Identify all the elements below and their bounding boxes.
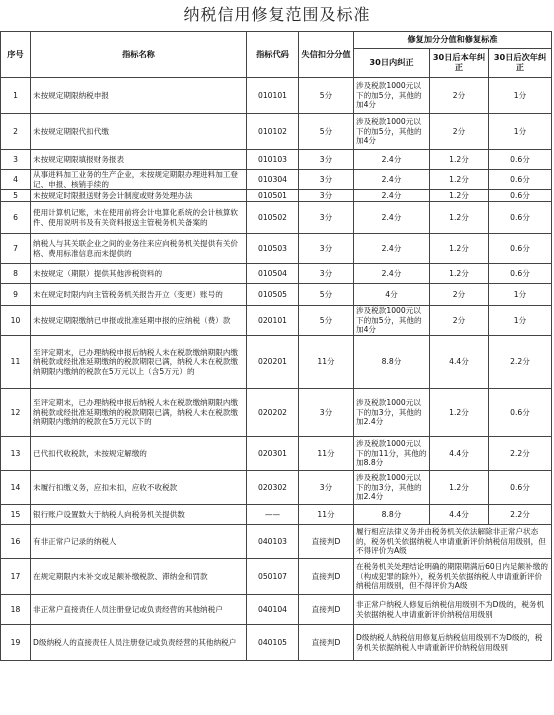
cell-indicator-name: 未在规定时限内向主管税务机关报告开立（变更）账号的: [31, 284, 247, 306]
cell-after-30-next-year: 2.2分: [489, 437, 552, 471]
cell-after-30-same-year: 1.2分: [430, 170, 489, 190]
cell-within-30-days: 2.4分: [354, 190, 430, 202]
cell-seq: 12: [1, 389, 31, 437]
cell-deduct-points: 3分: [299, 190, 354, 202]
cell-after-30-next-year: 2.2分: [489, 505, 552, 525]
cell-deduct-points: 3分: [299, 471, 354, 505]
cell-after-30-next-year: 1分: [489, 284, 552, 306]
cell-seq: 13: [1, 437, 31, 471]
cell-after-30-next-year: 0.6分: [489, 190, 552, 202]
cell-indicator-name: 未按规定期限代扣代缴: [31, 114, 247, 150]
cell-indicator-name: 使用计算机记账，未在使用前将会计电算化系统的会计核算软件、使用说明书及有关资料报送主管税务机关备案的: [31, 202, 247, 234]
cell-seq: 11: [1, 336, 31, 389]
page-title: 纳税信用修复范围及标准: [183, 5, 371, 24]
cell-seq: 2: [1, 114, 31, 150]
table-row: [1, 234, 552, 264]
table-row: [1, 525, 552, 559]
table-row: [1, 389, 552, 437]
cell-seq: 1: [1, 78, 31, 114]
cell-indicator-code: 010103: [247, 150, 299, 170]
cell-after-30-next-year: 1分: [489, 78, 552, 114]
cell-within-30-days: 4分: [354, 284, 430, 306]
cell-after-30-next-year: 0.6分: [489, 389, 552, 437]
cell-seq: 19: [1, 625, 31, 661]
cell-after-30-same-year: 1.2分: [430, 202, 489, 234]
cell-indicator-code: ——: [247, 505, 299, 525]
cell-after-30-next-year: 0.6分: [489, 471, 552, 505]
cell-repair-standard: D级纳税人纳税信用修复后纳税信用级别不为D级的，税务机关依据纳税人申请重新评价纳税信用级别: [354, 625, 552, 661]
table-row: [1, 170, 552, 190]
cell-indicator-name: 从事进料加工业务的生产企业，未按规定期限办理进料加工登记、申报、核销手续的: [31, 170, 247, 190]
cell-deduct-points: 3分: [299, 389, 354, 437]
cell-indicator-name: 未按规定（期限）提供其他涉税资料的: [31, 264, 247, 284]
cell-within-30-days: 涉及税款1000元以下的加5分，其他的加4分: [354, 114, 430, 150]
table-row: [1, 595, 552, 625]
cell-deduct-points: 直接判D: [299, 625, 354, 661]
table-row: [1, 306, 552, 336]
cell-indicator-code: 010504: [247, 264, 299, 284]
cell-deduct-points: 3分: [299, 150, 354, 170]
cell-repair-standard: 履行相应法律义务并由税务机关依法解除非正常户状态的，税务机关依据纳税人申请重新评价纳税信用级别，但不得评价为A级: [354, 525, 552, 559]
cell-within-30-days: 2.4分: [354, 234, 430, 264]
cell-deduct-points: 3分: [299, 234, 354, 264]
cell-deduct-points: 3分: [299, 170, 354, 190]
cell-seq: 3: [1, 150, 31, 170]
repair-standards-table: [0, 31, 552, 661]
cell-after-30-same-year: 2分: [430, 284, 489, 306]
cell-indicator-name: 至评定期末，已办理纳税申报后纳税人未在税款缴纳期限内缴纳税款或经批准延期缴纳的税款期限已满，纳税人未在税款缴纳期限内缴纳的税款在5万元以上（含5万元）的: [31, 336, 247, 389]
table-row: [1, 78, 552, 114]
cell-indicator-code: 020302: [247, 471, 299, 505]
cell-indicator-name: 未履行扣缴义务，应扣未扣，应收不收税款: [31, 471, 247, 505]
cell-indicator-code: 010304: [247, 170, 299, 190]
cell-after-30-next-year: 0.6分: [489, 264, 552, 284]
table-row: [1, 471, 552, 505]
table-row: [1, 625, 552, 661]
cell-repair-standard: 非正常户纳税人修复后纳税信用级别不为D级的，税务机关依据纳税人申请重新评价纳税信用级别: [354, 595, 552, 625]
cell-indicator-name: 未按规定期限纳税申报: [31, 78, 247, 114]
cell-indicator-code: 010502: [247, 202, 299, 234]
cell-deduct-points: 11分: [299, 336, 354, 389]
cell-within-30-days: 8.8分: [354, 505, 430, 525]
table-row: [1, 264, 552, 284]
cell-deduct-points: 直接判D: [299, 595, 354, 625]
cell-indicator-name: 已代扣代收税款，未按规定解缴的: [31, 437, 247, 471]
cell-deduct-points: 3分: [299, 264, 354, 284]
cell-after-30-same-year: 2分: [430, 306, 489, 336]
cell-indicator-code: 010505: [247, 284, 299, 306]
cell-indicator-name: 银行账户设置数大于纳税人向税务机关提供数: [31, 505, 247, 525]
cell-after-30-next-year: 2.2分: [489, 336, 552, 389]
header-repair-group: 修复加分分值和修复标准: [354, 32, 552, 49]
cell-after-30-next-year: 0.6分: [489, 202, 552, 234]
table-row: [1, 437, 552, 471]
cell-after-30-same-year: 1.2分: [430, 471, 489, 505]
cell-after-30-same-year: 4.4分: [430, 505, 489, 525]
cell-within-30-days: 涉及税款1000元以下的加11分，其他的加8.8分: [354, 437, 430, 471]
cell-seq: 14: [1, 471, 31, 505]
header-after-30-same-year: 30日后本年纠正: [430, 49, 489, 78]
cell-deduct-points: 直接判D: [299, 525, 354, 559]
cell-after-30-next-year: 0.6分: [489, 170, 552, 190]
cell-indicator-code: 020202: [247, 389, 299, 437]
cell-after-30-next-year: 0.6分: [489, 150, 552, 170]
cell-seq: 18: [1, 595, 31, 625]
cell-deduct-points: 直接判D: [299, 559, 354, 595]
cell-indicator-code: 010503: [247, 234, 299, 264]
table-row: [1, 150, 552, 170]
table-row: [1, 505, 552, 525]
cell-seq: 9: [1, 284, 31, 306]
header-indicator-code: 指标代码: [247, 32, 299, 78]
table-row: [1, 284, 552, 306]
cell-seq: 8: [1, 264, 31, 284]
cell-within-30-days: 2.4分: [354, 264, 430, 284]
cell-indicator-code: 020101: [247, 306, 299, 336]
header-seq: 序号: [1, 32, 31, 78]
table-row: [1, 559, 552, 595]
cell-deduct-points: 3分: [299, 202, 354, 234]
cell-deduct-points: 5分: [299, 114, 354, 150]
cell-after-30-same-year: 1.2分: [430, 150, 489, 170]
cell-deduct-points: 5分: [299, 284, 354, 306]
cell-after-30-same-year: 1.2分: [430, 234, 489, 264]
header-within-30-days: 30日内纠正: [354, 49, 430, 78]
cell-indicator-name: 有非正常户记录的纳税人: [31, 525, 247, 559]
cell-seq: 10: [1, 306, 31, 336]
cell-indicator-code: 010102: [247, 114, 299, 150]
cell-within-30-days: 8.8分: [354, 336, 430, 389]
header-indicator-name: 指标名称: [31, 32, 247, 78]
cell-deduct-points: 5分: [299, 78, 354, 114]
cell-within-30-days: 涉及税款1000元以下的加3分，其他的加2.4分: [354, 389, 430, 437]
cell-seq: 6: [1, 202, 31, 234]
cell-seq: 15: [1, 505, 31, 525]
cell-indicator-name: 至评定期末，已办理纳税申报后纳税人未在税款缴纳期限内缴纳税款或经批准延期缴纳的税款期限已满，纳税人未在税款缴纳期限内缴纳的税款在5万元以下的: [31, 389, 247, 437]
cell-deduct-points: 5分: [299, 306, 354, 336]
cell-indicator-name: 未按规定时限报送财务会计制度或财务处理办法: [31, 190, 247, 202]
cell-indicator-code: 040105: [247, 625, 299, 661]
cell-indicator-name: 纳税人与其关联企业之间的业务往来应向税务机关提供有关价格、费用标准信息而未提供的: [31, 234, 247, 264]
cell-after-30-next-year: 0.6分: [489, 234, 552, 264]
cell-indicator-code: 050107: [247, 559, 299, 595]
cell-indicator-code: 020201: [247, 336, 299, 389]
cell-seq: 7: [1, 234, 31, 264]
cell-after-30-same-year: 1.2分: [430, 190, 489, 202]
cell-seq: 17: [1, 559, 31, 595]
cell-indicator-name: 未按规定期限缴纳已申报或批准延期申报的应纳税（费）款: [31, 306, 247, 336]
cell-deduct-points: 11分: [299, 437, 354, 471]
cell-seq: 4: [1, 170, 31, 190]
cell-within-30-days: 涉及税款1000元以下的加3分，其他的加2.4分: [354, 471, 430, 505]
table-row: [1, 202, 552, 234]
cell-after-30-same-year: 1.2分: [430, 389, 489, 437]
cell-indicator-code: 010101: [247, 78, 299, 114]
table-row: [1, 336, 552, 389]
cell-within-30-days: 2.4分: [354, 202, 430, 234]
cell-within-30-days: 涉及税款1000元以下的加5分，其他的加4分: [354, 306, 430, 336]
cell-indicator-name: 非正常户直接责任人员注册登记或负责经营的其他纳税户: [31, 595, 247, 625]
cell-indicator-code: 020301: [247, 437, 299, 471]
cell-repair-standard: 在税务机关处理结论明确的期限期满后60日内足额补缴的（构成犯罪的除外），税务机关依据纳税人申请重新评价纳税信用级别，但不得评价为A级: [354, 559, 552, 595]
cell-seq: 16: [1, 525, 31, 559]
cell-after-30-same-year: 2分: [430, 114, 489, 150]
cell-deduct-points: 11分: [299, 505, 354, 525]
cell-within-30-days: 涉及税款1000元以下的加5分，其他的加4分: [354, 78, 430, 114]
cell-within-30-days: 2.4分: [354, 150, 430, 170]
header-after-30-next-year: 30日后次年纠正: [489, 49, 552, 78]
cell-indicator-code: 040103: [247, 525, 299, 559]
table-row: [1, 114, 552, 150]
table-row: [1, 190, 552, 202]
cell-indicator-name: D级纳税人的直接责任人员注册登记或负责经营的其他纳税户: [31, 625, 247, 661]
cell-after-30-same-year: 2分: [430, 78, 489, 114]
header-deduct-points: 失信扣分分值: [299, 32, 354, 78]
cell-after-30-next-year: 1分: [489, 306, 552, 336]
cell-indicator-name: 在规定期限内未补交或足额补缴税款、滞纳金和罚款: [31, 559, 247, 595]
cell-indicator-code: 010501: [247, 190, 299, 202]
cell-after-30-same-year: 4.4分: [430, 336, 489, 389]
cell-indicator-code: 040104: [247, 595, 299, 625]
cell-indicator-name: 未按规定期限填报财务报表: [31, 150, 247, 170]
cell-after-30-same-year: 4.4分: [430, 437, 489, 471]
cell-after-30-same-year: 1.2分: [430, 264, 489, 284]
cell-within-30-days: 2.4分: [354, 170, 430, 190]
cell-seq: 5: [1, 190, 31, 202]
cell-after-30-next-year: 1分: [489, 114, 552, 150]
